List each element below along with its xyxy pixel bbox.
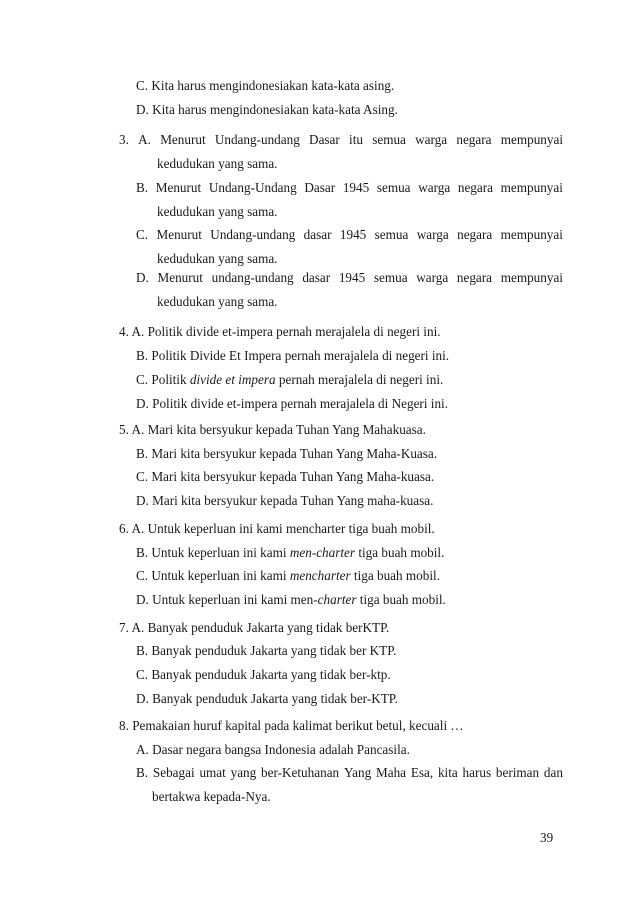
- q4-option-a: 4. A. Politik divide et-impera pernah merajalela di negeri ini.: [119, 324, 441, 339]
- q8-option-b-cont: bertakwa kepada-Nya.: [152, 789, 271, 804]
- word: warga: [416, 227, 449, 242]
- word: D.: [136, 270, 149, 285]
- q3-option-c-cont: kedudukan yang sama.: [157, 251, 278, 266]
- word: A.: [138, 132, 151, 147]
- word: yang: [230, 765, 257, 780]
- q5-option-d: D. Mari kita bersyukur kepada Tuhan Yang maha-kuasa.: [136, 493, 434, 508]
- word: umat: [199, 765, 226, 780]
- word: dasar: [303, 227, 332, 242]
- word: Dasar: [309, 132, 340, 147]
- word: negara: [457, 180, 493, 195]
- word: negara: [457, 227, 493, 242]
- q3-option-d-cont: kedudukan yang sama.: [157, 294, 278, 309]
- word: semua: [373, 270, 408, 285]
- word: Menurut: [157, 270, 203, 285]
- q3-option-b-cont: kedudukan yang sama.: [157, 204, 278, 219]
- word: itu: [349, 132, 363, 147]
- word: negara: [456, 270, 493, 285]
- word: semua: [376, 180, 411, 195]
- q6-option-c: [136, 568, 440, 584]
- q3-option-a-cont: kedudukan yang sama.: [157, 156, 278, 171]
- word: mempunyai: [500, 227, 563, 242]
- word: beriman: [495, 765, 540, 780]
- q6-option-d-post: tiga buah mobil.: [356, 592, 446, 607]
- word: Dasar: [304, 180, 336, 195]
- word: 1945: [339, 227, 367, 242]
- word: Menurut: [160, 132, 206, 147]
- word: semua: [372, 132, 406, 147]
- word: warga: [418, 180, 451, 195]
- q4-option-b: B. Politik Divide Et Impera pernah merajalela di negeri ini.: [136, 348, 450, 363]
- q6-option-c-post: tiga buah mobil.: [350, 568, 440, 583]
- q5-option-c: C. Mari kita bersyukur kepada Tuhan Yang Maha-kuasa.: [136, 469, 435, 484]
- q4-option-d: D. Politik divide et-impera pernah merajalela di Negeri ini.: [136, 396, 448, 411]
- word: harus: [462, 765, 492, 780]
- q6-option-a: 6. A. Untuk keperluan ini kami mencharter tiga buah mobil.: [119, 521, 435, 536]
- q6-option-b-post: tiga buah mobil.: [355, 545, 445, 560]
- page-number: 39: [540, 830, 554, 845]
- word: mempunyai: [500, 180, 563, 195]
- q2-option-d: D. Kita harus mengindonesiakan kata-kata Asing.: [136, 102, 398, 117]
- q6-option-b-pre: B. Untuk keperluan ini kami: [136, 545, 290, 560]
- word: Undang-undang: [214, 132, 300, 147]
- q5-option-b: B. Mari kita bersyukur kepada Tuhan Yang Maha-Kuasa.: [136, 446, 438, 461]
- q6-option-b-italic: men-charter: [289, 545, 356, 560]
- q3-option-b: [136, 180, 563, 196]
- q4-option-c-pre: C. Politik: [136, 372, 190, 387]
- q6-option-d-pre: D. Untuk keperluan ini kami men-: [136, 592, 318, 607]
- q4-option-c-post: pernah merajalela di negeri ini.: [275, 372, 444, 387]
- q6-option-c-italic: mencharter: [289, 568, 351, 583]
- word: 3.: [119, 132, 129, 147]
- word: semua: [374, 227, 409, 242]
- word: Esa,: [410, 765, 434, 780]
- q7-option-d: D. Banyak penduduk Jakarta yang tidak ber-KTP.: [136, 691, 398, 706]
- word: warga: [416, 270, 449, 285]
- q7-option-c: C. Banyak penduduk Jakarta yang tidak ber-ktp.: [136, 667, 391, 682]
- q5-option-a: 5. A. Mari kita bersyukur kepada Tuhan Yang Mahakuasa.: [119, 422, 426, 437]
- q8-option-b: [136, 765, 563, 781]
- word: Menurut: [156, 227, 202, 242]
- word: B.: [136, 180, 149, 195]
- word: mempunyai: [500, 270, 563, 285]
- word: Undang-undang: [210, 227, 296, 242]
- word: negara: [456, 132, 492, 147]
- q8-stem: 8. Pemakaian huruf kapital pada kalimat berikut betul, kecuali …: [119, 718, 464, 733]
- word: 1945: [338, 270, 366, 285]
- q2-option-c: C. Kita harus mengindonesiakan kata-kata asing.: [136, 78, 395, 93]
- q4-option-c-italic: divide et impera: [189, 372, 276, 387]
- q6-option-c-pre: C. Untuk keperluan ini kami: [136, 568, 290, 583]
- word: undang-undang: [211, 270, 294, 285]
- word: mempunyai: [500, 132, 563, 147]
- q8-option-a: A. Dasar negara bangsa Indonesia adalah Pancasila.: [136, 742, 410, 757]
- word: B.: [136, 765, 149, 780]
- word: Sebagai: [152, 765, 195, 780]
- word: C.: [136, 227, 149, 242]
- q3-option-d: [136, 270, 563, 286]
- word: dan: [543, 765, 563, 780]
- q6-option-b: [136, 545, 444, 561]
- q3-option-c: [136, 227, 563, 243]
- q3-option-a: [119, 132, 563, 148]
- q7-option-b: B. Banyak penduduk Jakarta yang tidak ber KTP.: [136, 643, 397, 658]
- word: 1945: [342, 180, 370, 195]
- word: Undang-Undang: [208, 180, 297, 195]
- q6-option-d-italic: charter: [317, 592, 357, 607]
- word: dasar: [302, 270, 331, 285]
- q4-option-c: [136, 372, 443, 388]
- q6-option-d: [136, 592, 446, 608]
- word: kita: [437, 765, 458, 780]
- q7-option-a: 7. A. Banyak penduduk Jakarta yang tidak berKTP.: [119, 620, 390, 635]
- word: Yang: [343, 765, 372, 780]
- word: Menurut: [155, 180, 202, 195]
- word: warga: [415, 132, 448, 147]
- word: ber-Ketuhanan: [261, 765, 340, 780]
- word: Maha: [375, 765, 407, 780]
